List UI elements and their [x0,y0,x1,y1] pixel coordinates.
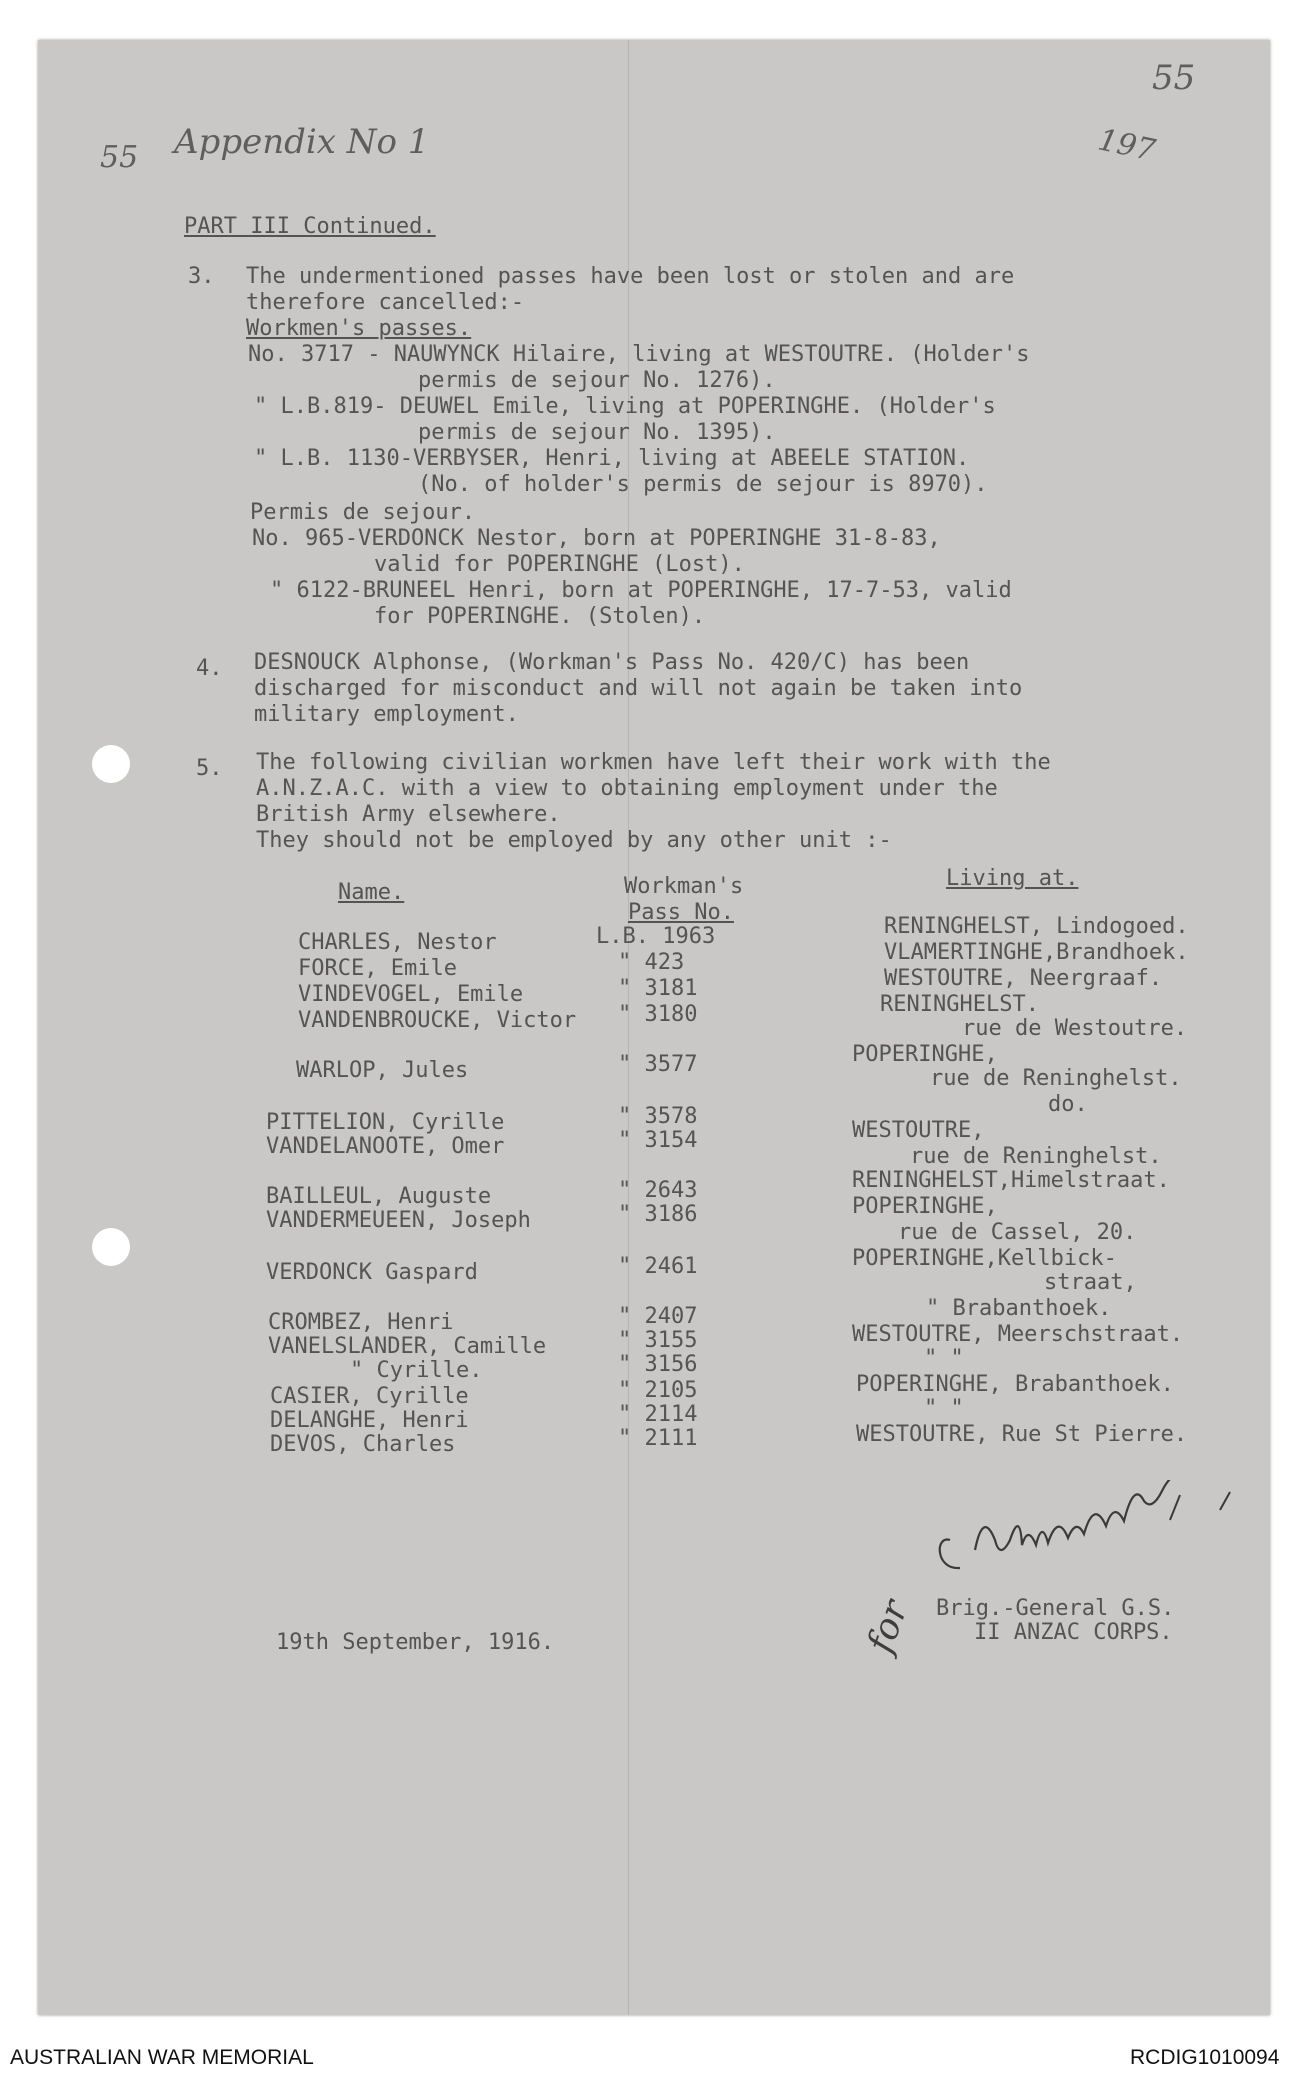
table-cell-name: BAILLEUL, Auguste [266,1184,492,1209]
item5-line: They should not be employed by any other unit :- [256,828,892,853]
item5-line: British Army elsewhere. [256,802,561,827]
table-cell-living: rue de Reninghelst. [930,1066,1182,1091]
page-number-circled: 197 [1094,122,1159,169]
table-cell-pass: " 3156 [618,1352,698,1377]
signature-text [928,1490,1274,1539]
document-date: 19th September, 1916. [276,1630,555,1655]
item3-line: No. 965-VERDONCK Nestor, born at POPERINGHE 31-8-83, [252,526,941,551]
table-cell-living: " " [924,1396,964,1421]
table-cell-pass: " 3577 [618,1052,698,1077]
item4-line: military employment. [254,702,519,727]
item3-line: (No. of holder's permis de sejour is 8970). [418,472,988,497]
table-cell-living: do. [1048,1092,1088,1117]
footer-id: RCDIG1010094 [1130,2046,1280,2069]
item3-line: " L.B.819- DEUWEL Emile, living at POPERINGHE. (Holder's [254,394,996,419]
item5-line: The following civilian workmen have left their work with the [256,750,1051,775]
table-cell-pass: " 3180 [618,1002,698,1027]
table-cell-name: " Cyrille. [350,1358,483,1383]
table-cell-pass: L.B. 1963 [596,924,716,949]
signature-title: Brig.-General G.S. [936,1596,1175,1621]
table-cell-living: " Brabanthoek. [926,1296,1112,1321]
table-cell-name: VERDONCK Gaspard [266,1260,478,1285]
table-cell-living: WESTOUTRE, Neergraaf. [884,966,1163,991]
table-cell-pass: " 423 [618,950,685,975]
table-cell-name: WARLOP, Jules [296,1058,469,1083]
item3-line: valid for POPERINGHE (Lost). [374,552,745,577]
table-cell-name: VANDENBROUCKE, Victor [298,1008,577,1033]
column-header-pass: Workman's [624,874,744,899]
footer-source: AUSTRALIAN WAR MEMORIAL [10,2046,314,2069]
item3-line: therefore cancelled:- [246,290,525,315]
table-cell-name: VANDELANOOTE, Omer [266,1134,505,1159]
table-cell-pass: " 3154 [618,1128,698,1153]
table-cell-pass: " 3181 [618,976,698,1001]
table-cell-name: DELANGHE, Henri [270,1408,469,1433]
table-cell-living: rue de Reninghelst. [910,1144,1162,1169]
table-cell-name: VANDERMEUEEN, Joseph [266,1208,531,1233]
table-cell-pass: " 2461 [618,1254,698,1279]
table-cell-living: WESTOUTRE, Rue St Pierre. [856,1422,1188,1447]
item3-subheading: Permis de sejour. [250,500,476,525]
table-cell-living: " " [924,1346,964,1371]
table-cell-pass: " 2105 [618,1378,698,1403]
table-cell-name: CHARLES, Nestor [298,930,497,955]
item3-line: permis de sejour No. 1395). [418,420,776,445]
table-cell-living: RENINGHELST,Himelstraat. [852,1168,1170,1193]
item3-line: for POPERINGHE. (Stolen). [374,604,706,629]
item4-line: discharged for misconduct and will not again be taken into [254,676,1023,701]
table-cell-living: RENINGHELST, Lindogoed. [884,914,1189,939]
table-cell-name: CASIER, Cyrille [270,1384,469,1409]
table-cell-name: CROMBEZ, Henri [268,1310,454,1335]
table-cell-pass: " 3578 [618,1104,698,1129]
table-cell-pass: " 2643 [618,1178,698,1203]
page-number-top-right: 55 [1152,58,1196,98]
item-number: 5. [196,756,223,781]
item3-line: permis de sejour No. 1276). [418,368,776,393]
table-cell-pass: " 2407 [618,1304,698,1329]
column-header-pass: Pass No. [628,900,734,925]
table-cell-living: VLAMERTINGHE,Brandhoek. [884,940,1189,965]
column-header-living: Living at. [946,866,1079,891]
table-cell-living: WESTOUTRE, Meerschstraat. [852,1322,1184,1347]
table-cell-pass: " 2114 [618,1402,698,1427]
table-cell-living: RENINGHELST. [880,992,1039,1017]
item3-line: No. 3717 - NAUWYNCK Hilaire, living at WESTOUTRE. (Holder's [248,342,1030,367]
item3-line: " L.B. 1130-VERBYSER, Henri, living at ABEELE STATION. [254,446,970,471]
table-cell-name: VANELSLANDER, Camille [268,1334,547,1359]
item3-subheading: Workmen's passes. [246,316,472,341]
appendix-label: Appendix No 1 [174,122,430,162]
table-cell-pass: " 2111 [618,1426,698,1451]
item3-line: " 6122-BRUNEEL Henri, born at POPERINGHE, 17-7-53, valid [270,578,1012,603]
column-header-name: Name. [338,880,405,905]
table-cell-living: WESTOUTRE, [852,1118,985,1143]
table-cell-living: rue de Cassel, 20. [898,1220,1137,1245]
punch-hole [92,745,130,783]
table-cell-living: POPERINGHE, Brabanthoek. [856,1372,1174,1397]
table-cell-pass: " 3155 [618,1328,698,1353]
table-cell-name: DEVOS, Charles [270,1432,456,1457]
signature-for: for [859,1594,917,1659]
table-cell-pass: " 3186 [618,1202,698,1227]
table-cell-name: VINDEVOGEL, Emile [298,982,524,1007]
item3-line: The undermentioned passes have been lost or stolen and are [246,264,1015,289]
punch-hole [92,1228,130,1266]
signature-unit: II ANZAC CORPS. [974,1620,1173,1645]
table-cell-living: straat, [1044,1270,1137,1295]
table-cell-living: POPERINGHE, [852,1194,998,1219]
item5-line: A.N.Z.A.C. with a view to obtaining employment under the [256,776,998,801]
page-number-left: 55 [100,140,139,175]
table-cell-name: FORCE, Emile [298,956,457,981]
table-cell-living: rue de Westoutre. [962,1016,1188,1041]
item-number: 4. [196,656,223,681]
part-heading: PART III Continued. [184,214,436,239]
item-number: 3. [188,264,215,289]
table-cell-living: POPERINGHE, [852,1042,998,1067]
item4-line: DESNOUCK Alphonse, (Workman's Pass No. 420/C) has been [254,650,970,675]
table-cell-name: PITTELION, Cyrille [266,1110,505,1135]
table-cell-living: POPERINGHE,Kellbick- [852,1246,1117,1271]
